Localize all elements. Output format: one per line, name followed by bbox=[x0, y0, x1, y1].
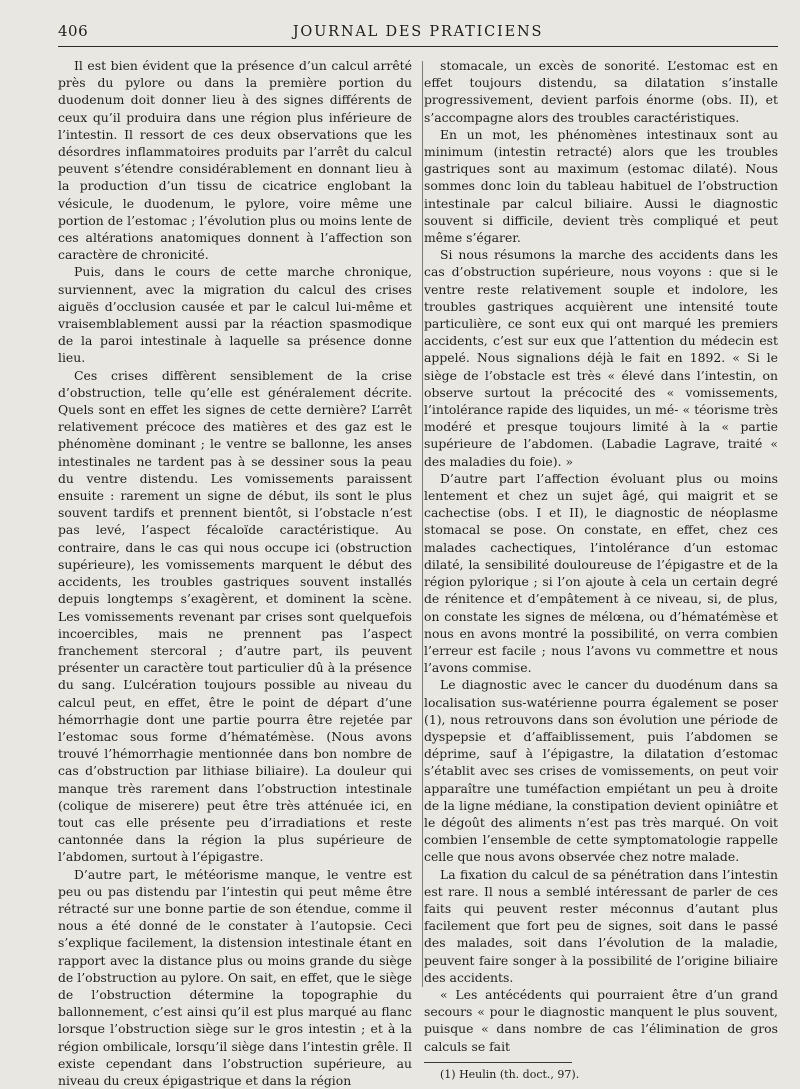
paragraph: La fixation du calcul de sa pénétration dans l’intestin est rare. Il nous a semblé intéressant de parler de ces faits qui peuvent rester méconnus d’autant plus facilement que fort peu de signes, soit dans le passé des malades, soit dans l’évolution de la maladie, peuvent faire songer à la possibilité de l’origine biliaire des accidents. bbox=[424, 866, 778, 985]
paragraph: Si nous résumons la marche des accidents dans les cas d’obstruction supérieure, nous voyons : que si le ventre reste relativement souple et indolore, les troubles gastriques acquièrent une intensité toute particulière, ce sont eux qui ont marqué les premiers accidents, c’est sur eux que l’attention du médecin est appelé. Nous signalions déjà le fait en 1892. « Si le siège de l’obstacle est très « élevé dans l’intestin, on observe surtout la précocité des « vomissements, l’intolérance rapide des liquides, un mé- « téorisme très modéré et presque toujours limité à la « partie supérieure de l’abdomen. (Labadie Lagrave, traité « des maladies du foie). » bbox=[424, 247, 778, 469]
paragraph: Il est bien évident que la présence d’un calcul arrêté près du pylore ou dans la première portion du duodenum doit donner lieu à des signes différents de ceux qu’il produira dans une région plus inférieure de l’intestin. Il ressort de ces deux observations que les désordres inflammatoires produits par l’arrêt du calcul peuvent s’étendre considérablement en donnant lieu à la production d’un tissu de cicatrice englobant la vésicule, le duodenum, le pylore, voire même une portion de l’estomac ; l’évolution plus ou moins lente de ces altérations anatomiques donnent à l’affection son caractère de chronicité. bbox=[58, 58, 412, 263]
paragraph: Le diagnostic avec le cancer du duodénum dans sa localisation sus-watérienne pourra également se poser (1), nous retrouvons dans son évolution une période de dyspepsie et d’affaiblissement, puis l’abdomen se déprime, sauf à l’épigastre, la dilatation d’estomac s’établit avec ses crises de vomissements, on peut voir apparaître une tuméfaction empiétant un peu à droite de la ligne médiane, la constipation devient opiniâtre et le dégoût des aliments n’est pas très marqué. On voit combien l’ensemble de cette symptomatologie rappelle celle que nous avons observée chez notre malade. bbox=[424, 677, 778, 865]
left-column bbox=[58, 57, 412, 1089]
paragraph: « Les antécédents qui pourraient être d’un grand secours « pour le diagnostic manquent le plus souvent, puisque « dans nombre de cas l’élimination de gros calculs se fait bbox=[424, 986, 778, 1054]
paragraph: stomacale, un excès de sonorité. L’estomac est en effet toujours distendu, sa dilatation s’installe progressivement, devient parfois énorme (obs. II), et s’accompagne alors des troubles caractéristiques. bbox=[424, 58, 778, 125]
paragraph: Puis, dans le cours de cette marche chronique, surviennent, avec la migration du calcul des crises aiguës d’occlusion causée et par le calcul lui-même et vraisemblablement aussi par la réaction spasmodique de la paroi intestinale à laquelle sa présence donne lieu. bbox=[58, 264, 412, 366]
header-rule bbox=[58, 46, 778, 47]
paragraph: D’autre part l’affection évoluant plus ou moins lentement et chez un sujet âgé, qui maigrit et se cachectise (obs. I et II), le diagnostic de néoplasme stomacal se pose. On constate, en effet, chez ces malades cachectiques, l’intolérance d’un estomac dilaté, la sensibilité douloureuse de l’épigastre et de la région pylorique ; si l’on ajoute à cela un certain degré de rénitence et d’empâtement à ce niveau, si, de plus, on constate les signes de mélœna, ou d’hématémèse et nous en avons montré la possibilité, on verra combien l’erreur est facile ; nous l’avons vu commettre et nous l’avons commise. bbox=[424, 470, 778, 676]
journal-title: JOURNAL DES PRATICIENS bbox=[292, 24, 544, 40]
paragraph: En un mot, les phénomènes intestinaux sont au minimum (intestin retracté) alors que les troubles gastriques sont au maximum (estomac dilaté). Nous sommes donc loin du tableau habituel de l’obstruction intestinale par calcul biliaire. Aussi le diagnostic souvent si difficile, devient très compliqué et peut même s’égarer. bbox=[424, 126, 778, 246]
right-column bbox=[424, 57, 778, 1089]
paragraph: Ces crises diffèrent sensiblement de la crise d’obstruction, telle qu’elle est généralement décrite. Quels sont en effet les signes de cette dernière? L’arrêt relativement précoce des matières et des gaz est le phénomène dominant ; le ventre se ballonne, les anses intestinales ne tardent pas à se dessiner sous la peau du ventre distendu. Les vomissements paraissent ensuite : rarement un signe de début, ils sont le plus souvent tardifs et prennent bientôt, si l’obstacle n’est pas levé, l’aspect fécaloïde caractéristique. Au contraire, dans le cas qui nous occupe ici (obstruction supérieure), les vomissements marquent le début des accidents, les troubles gastriques souvent installés depuis longtemps s’exagèrent, et dominent la scène. Les vomissements revenant par crises sont quelquefois incoercibles, mais ne prennent pas l’aspect franchement stercoral ; d’autre part, ils peuvent présenter un caractère tout particulier dû à la présence du sang. L’ulcération toujours possible au niveau du calcul peut, en effet, être le point de départ d’une hémorrhagie dont une partie pourra être rejetée par l’estomac sous forme d’hématémèse. (Nous avons trouvé l’hémorrhagie mentionnée dans bon nombre de cas d’obstruction par lithiase biliaire). La douleur qui manque très rarement dans l’obstruction intestinale (colique de miserere) peut être très atténuée ici, en tout cas elle présente peu d’irradiations et reste cantonnée dans la région la plus supérieure de l’abdomen, surtout à l’épigastre. bbox=[58, 367, 412, 865]
footnote: (1) Heulin (th. doct., 97). bbox=[440, 1067, 580, 1081]
paragraph: D’autre part, le météorisme manque, le ventre est peu ou pas distendu par l’intestin qui peut même être rétracté sur une bonne partie de son étendue, comme il nous a été donné de le constater à l’autopsie. Ceci s’explique facilement, la distension intestinale étant en rapport avec la distance plus ou moins grande du siège de l’obstruction au pylore. On sait, en effet, que le siège de l’obstruction détermine la topographie du ballonnement, c’est ainsi qu’il est plus marqué au flanc lorsque l’obstruction siège sur le gros intestin ; et à la région ombilicale, lorsqu’il siège dans l’intestin grêle. Il existe cependant dans l’obstruction supérieure, au niveau du creux épigastrique et dans la région bbox=[58, 866, 412, 1088]
text-columns bbox=[58, 57, 778, 1089]
page-header bbox=[58, 20, 778, 44]
page-number: 406 bbox=[58, 22, 89, 40]
footnote-rule bbox=[424, 1062, 572, 1063]
column-divider bbox=[422, 61, 423, 987]
